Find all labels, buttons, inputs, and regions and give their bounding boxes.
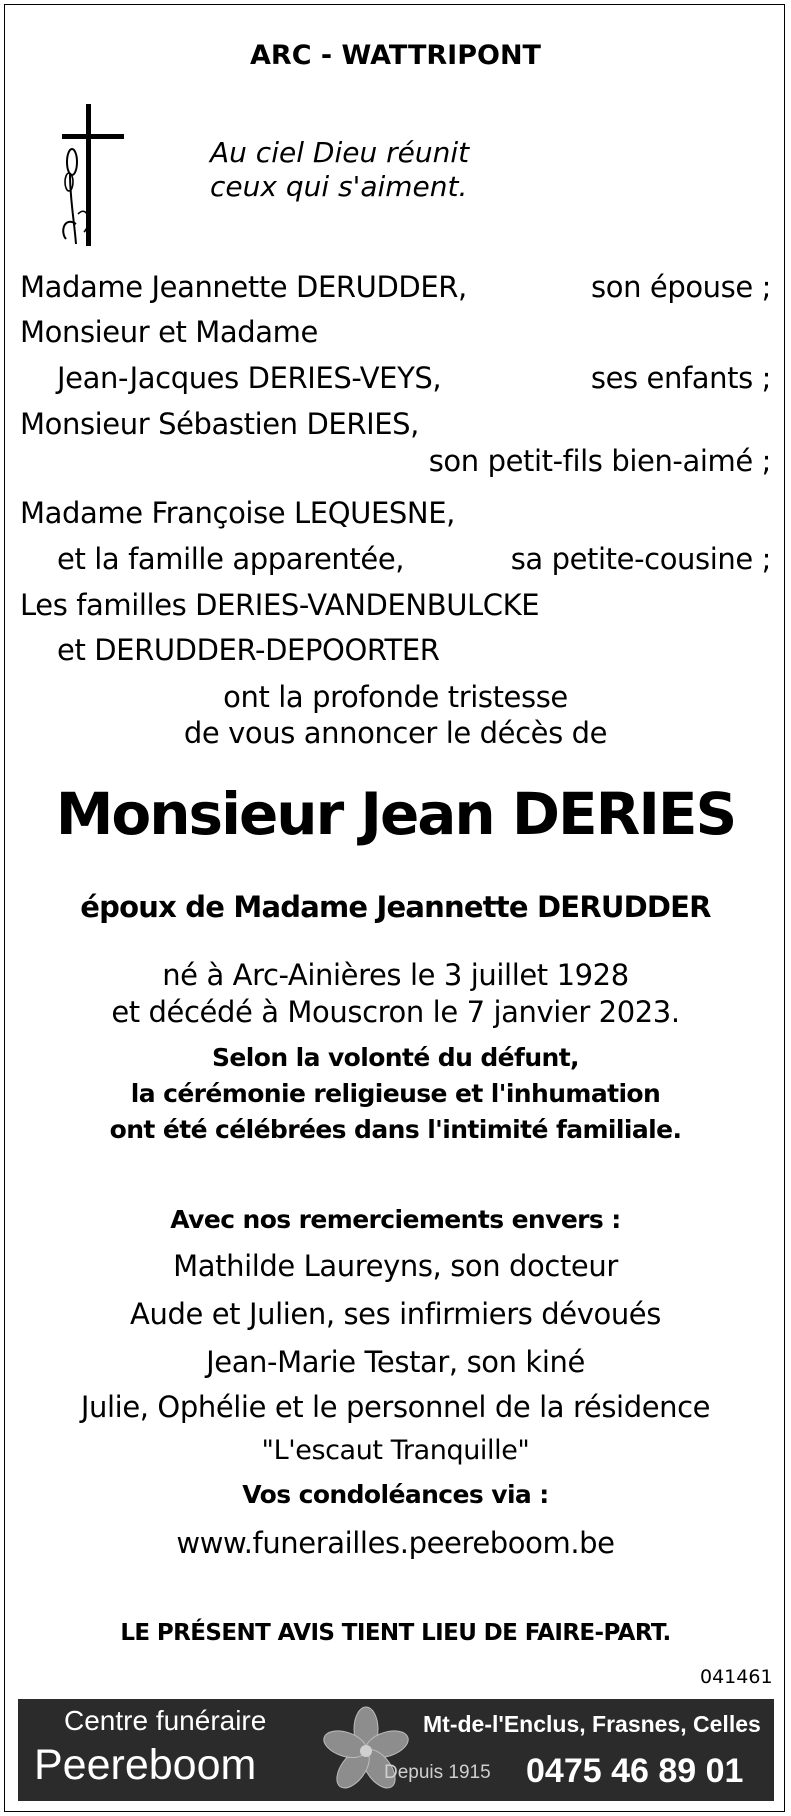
family-relation: ses enfants ; (590, 361, 771, 395)
condolences-url[interactable]: www.funerailles.peereboom.be (176, 1526, 615, 1560)
thanks-item: Julie, Ophélie et le personnel de la résidence (80, 1390, 711, 1424)
phone-number[interactable]: 0475 46 89 01 (526, 1752, 744, 1790)
death-line: et décédé à Mouscron le 7 janvier 2023. (111, 995, 680, 1029)
family-relation: son petit-fils bien-aimé ; (428, 444, 771, 478)
announcement-line: ont la profonde tristesse (223, 680, 568, 714)
epigraph-line: ceux qui s'aiment. (210, 170, 468, 203)
ceremony-line: ont été célébrées dans l'intimité familiale. (109, 1115, 682, 1144)
location-heading: ARC - WATTRIPONT (250, 40, 541, 71)
family-name: Madame Françoise LEQUESNE, (20, 496, 455, 530)
family-relation: son épouse ; (591, 270, 771, 304)
ceremony-line: la cérémonie religieuse et l'inhumation (130, 1079, 661, 1108)
family-name: Monsieur et Madame (20, 315, 318, 349)
locations: Mt-de-l'Enclus, Frasnes, Celles (423, 1711, 761, 1737)
family-name: Les familles DERIES-VANDENBULCKE (20, 588, 540, 622)
cross-wheat-icon (56, 104, 128, 248)
family-name: Monsieur Sébastien DERIES, (20, 407, 419, 441)
thanks-heading: Avec nos remerciements envers : (170, 1205, 621, 1234)
faire-part-notice: LE PRÉSENT AVIS TIENT LIEU DE FAIRE-PART. (120, 1620, 671, 1646)
thanks-item: Jean-Marie Testar, son kiné (206, 1345, 585, 1379)
thanks-item: Aude et Julien, ses infirmiers dévoués (130, 1297, 661, 1331)
spouse-line: époux de Madame Jeannette DERUDDER (80, 890, 711, 924)
thanks-item: "L'escaut Tranquille" (261, 1435, 530, 1466)
reference-number: 041461 (700, 1666, 773, 1688)
funeral-home-banner (18, 1699, 774, 1801)
family-name: et la famille apparentée, (57, 542, 405, 576)
family-name: Madame Jeannette DERUDDER, (20, 270, 467, 304)
epigraph-line: Au ciel Dieu réunit (210, 136, 470, 169)
family-name: Jean-Jacques DERIES-VEYS, (57, 361, 442, 395)
thanks-item: Mathilde Laureyns, son docteur (173, 1249, 618, 1283)
deceased-name: Monsieur Jean DERIES (55, 780, 736, 848)
flower-icon (318, 1703, 414, 1799)
announcement-line: de vous annoncer le décès de (183, 716, 608, 750)
center-label: Centre funéraire (64, 1705, 267, 1736)
ceremony-line: Selon la volonté du défunt, (212, 1043, 579, 1072)
since-label: Depuis 1915 (384, 1762, 491, 1783)
brand-name: Peereboom (34, 1741, 257, 1789)
birth-line: né à Arc-Ainières le 3 juillet 1928 (162, 958, 629, 992)
family-name: et DERUDDER-DEPOORTER (57, 633, 440, 667)
family-relation: sa petite-cousine ; (510, 542, 771, 576)
condolences-heading: Vos condoléances via : (242, 1480, 549, 1509)
epigraph (210, 136, 469, 204)
